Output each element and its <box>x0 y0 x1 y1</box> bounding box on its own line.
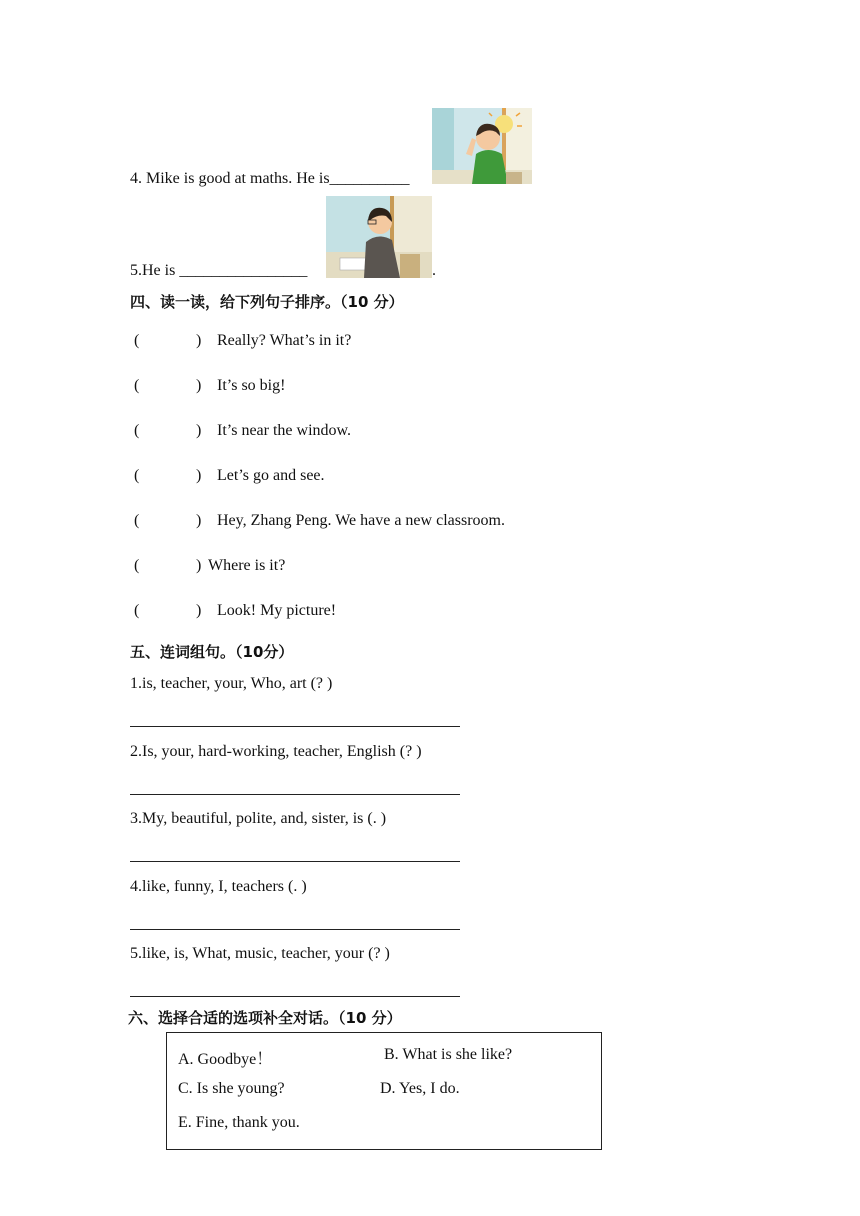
boy-idea-picture <box>432 108 532 184</box>
sentence-text: Look! My picture! <box>217 602 337 619</box>
answer-line <box>130 996 460 997</box>
question-4-blank: __________ <box>329 170 410 187</box>
open-paren: ( <box>134 422 140 439</box>
option-d: D. Yes, I do. <box>380 1080 460 1097</box>
sentence-text: It’s so big! <box>217 377 286 394</box>
word-order-question: 1.is, teacher, your, Who, art (? ) <box>130 675 333 692</box>
sentence-text: Let’s go and see. <box>217 467 325 484</box>
option-a: A. Goodbye！ <box>178 1051 273 1068</box>
open-paren: ( <box>134 557 140 574</box>
section-6-heading: 六、选择合适的选项补全对话。（10 分） <box>128 1009 402 1027</box>
boy-studying-illustration <box>326 196 432 278</box>
question-5 <box>130 262 307 280</box>
question-5-text: 5.He is <box>130 262 180 279</box>
sentence-text: Hey, Zhang Peng. We have a new classroom. <box>217 512 505 529</box>
sentence-text: Where is it? <box>208 557 286 574</box>
question-5-end: . <box>432 262 436 279</box>
close-paren: ) <box>196 467 202 484</box>
question-4-text: 4. Mike is good at maths. He is <box>130 170 330 187</box>
close-paren: ) <box>196 602 202 619</box>
question-5-blank: ________________ <box>179 262 308 279</box>
open-paren: ( <box>134 602 140 619</box>
open-paren: ( <box>134 377 140 394</box>
close-paren: ) <box>196 377 202 394</box>
answer-line <box>130 861 460 862</box>
section-4-heading: 四、读一读，给下列句子排序。（10 分） <box>130 293 404 311</box>
open-paren: ( <box>134 467 140 484</box>
close-paren: ) <box>196 512 202 529</box>
option-e: E. Fine, thank you. <box>178 1114 300 1131</box>
boy-reading-picture <box>326 196 432 278</box>
answer-line <box>130 794 460 795</box>
word-order-question: 2.Is, your, hard-working, teacher, English (? ) <box>130 743 422 760</box>
word-order-question: 4.like, funny, I, teachers (. ) <box>130 878 307 895</box>
sentence-text: Really? What’s in it? <box>217 332 352 349</box>
answer-line <box>130 929 460 930</box>
answer-line <box>130 726 460 727</box>
sentence-text: It’s near the window. <box>217 422 352 439</box>
open-paren: ( <box>134 332 140 349</box>
section-5-heading: 五、连词组句。（10分） <box>130 643 294 661</box>
close-paren: ) <box>196 332 202 349</box>
word-order-question: 3.My, beautiful, polite, and, sister, is (. ) <box>130 810 387 827</box>
open-paren: ( <box>134 512 140 529</box>
option-c: C. Is she young? <box>178 1080 285 1097</box>
word-order-question: 5.like, is, What, music, teacher, your (? ) <box>130 945 390 962</box>
question-4 <box>130 170 410 188</box>
close-paren: ) <box>196 557 202 574</box>
boy-lightbulb-illustration <box>432 108 532 184</box>
close-paren: ) <box>196 422 202 439</box>
option-b: B. What is she like? <box>384 1046 513 1063</box>
